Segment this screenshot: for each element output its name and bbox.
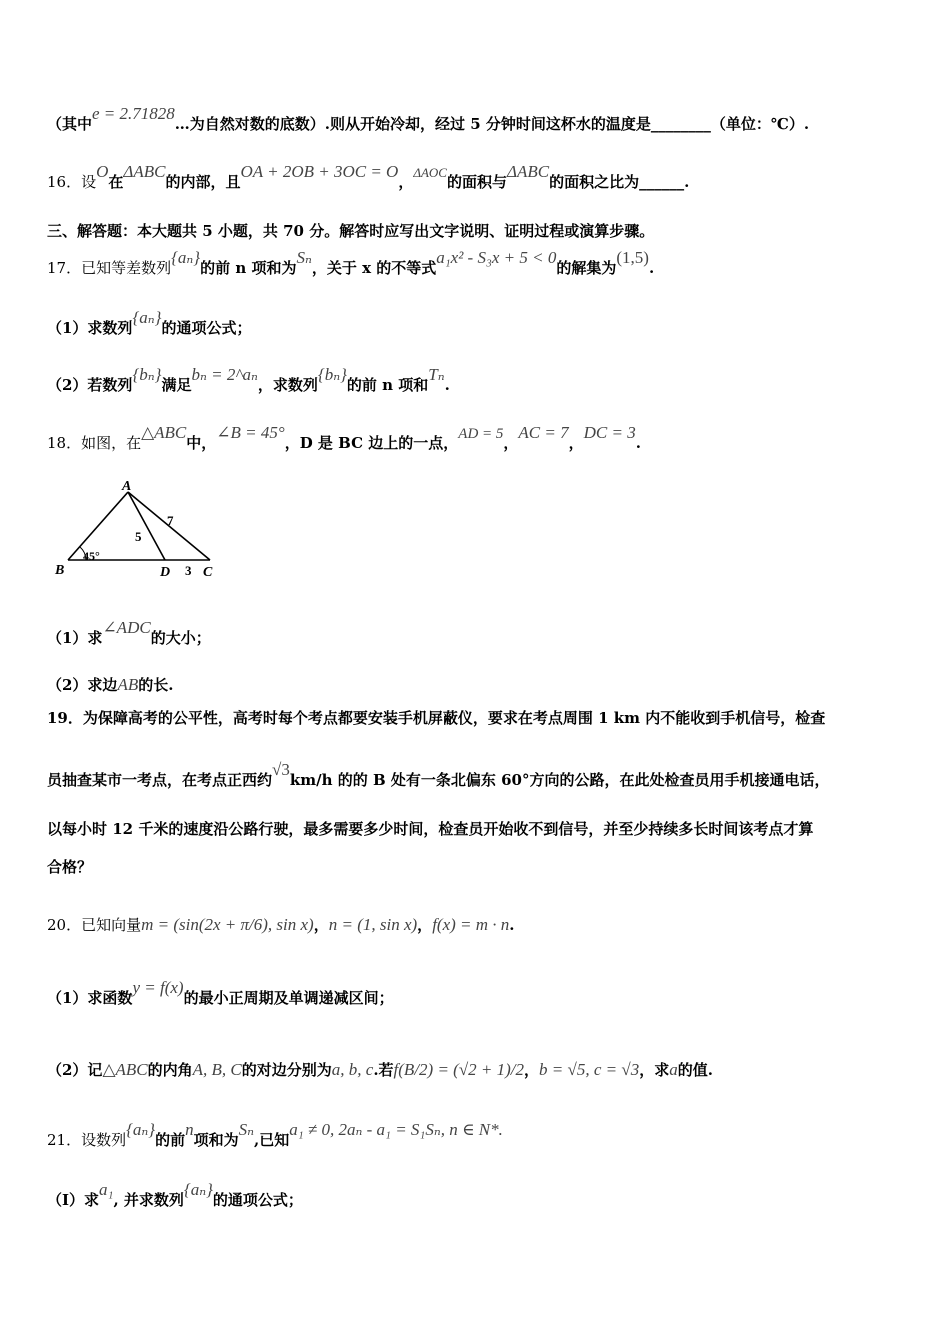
q20-p2-text-b: 的内角: [147, 1061, 193, 1079]
q16-triangle-abc: ΔABC: [123, 162, 166, 181]
q18-p1-angle: ∠ADC: [102, 618, 151, 637]
label-angle-45: 45°: [83, 549, 100, 563]
q15-answer-blank: ________: [650, 115, 711, 133]
q20-p2-comma: ，: [524, 1061, 540, 1079]
q17-p2-text-d: 的前 n 项和: [346, 376, 429, 394]
q20-number: 20．已知向量: [47, 916, 142, 934]
q21-p1-a1: a₁: [99, 1180, 114, 1199]
q17-p2-end: .: [444, 376, 450, 394]
q18-comma-1: ，: [503, 434, 519, 452]
section-3-heading: 三、解答题：本大题共 5 小题，共 70 分。解答时应写出文字说明、证明过程或演算步骤。: [47, 222, 655, 240]
q17-p1-text-a: （1）求数列: [47, 319, 133, 337]
q20-p2-text-c: 的对边分别为: [241, 1061, 332, 1079]
q21-condition: a₁ ≠ 0, 2aₙ - a₁ = S₁Sₙ, n ∈ N*.: [289, 1120, 503, 1139]
q19-line-3: 以每小时 12 千米的速度沿公路行驶，最多需要多少时间，检查员开始收不到信号，并至少持续多长时间该考点才算: [47, 820, 814, 838]
q20-p2-text-f: ，求: [639, 1061, 670, 1079]
q20-comma-1: ，: [313, 916, 329, 934]
q20-p2-sides: a, b, c: [331, 1060, 374, 1079]
q21-part1: [47, 1180, 910, 1210]
q20-p2-text-g: 的值.: [677, 1061, 713, 1079]
q18-p1-text-a: （1）求: [47, 629, 103, 647]
q18-ac-length: AC = 7: [518, 423, 569, 442]
q20-line: [47, 915, 910, 935]
q17-part1: [47, 308, 910, 338]
q16-text-1: 在: [108, 173, 124, 191]
q19-line2-b: km/h 的的 B 处有一条北偏东 60°方向的公路，在此处检查员用手机接通电话，: [289, 771, 830, 789]
q16-point-o: O: [96, 162, 109, 181]
q17-p1-text-b: 的通项公式；: [161, 319, 252, 337]
q19-line2-a: 员抽查某市一考点，在考点正西约: [47, 771, 273, 789]
q20-p1-function: y = f(x): [132, 978, 184, 997]
q21-text-3: ,已知: [254, 1131, 290, 1149]
q17-p1-sequence: {aₙ}: [132, 308, 162, 327]
q18-line: [47, 423, 910, 454]
q17-text-3: 的解集为: [556, 259, 617, 277]
q17-inequality: a₁x² - S₃x + 5 < 0: [436, 248, 557, 267]
q17-text-1: 的前 n 项和为: [200, 259, 297, 277]
q19-line-1: 19．为保障高考的公平性，高考时每个考点都要安装手机屏蔽仪，要求在考点周围 1 km 内不能收到手机信号，检查: [47, 709, 826, 727]
q17-end: .: [648, 259, 655, 277]
label-ac-7: 7: [167, 513, 174, 528]
q16-number: 16．设: [47, 173, 97, 191]
q21-line: [47, 1120, 910, 1150]
q16-triangle-aoc: ΔAOC: [413, 165, 447, 180]
q17-p2-sequence-bn-2: {bₙ}: [317, 365, 347, 384]
q20-p2-equation: f(B/2) = (√2 + 1)/2: [393, 1060, 525, 1079]
q17-p2-text-c: ，求数列: [257, 376, 318, 394]
label-a: A: [122, 479, 132, 494]
q18-text-2: ，D 是 BC 边上的一点，: [284, 434, 459, 452]
q20-p2-bc-values: b = √5, c = √3: [539, 1060, 640, 1079]
q15-prefix: （其中: [47, 115, 93, 133]
q20-p2-text-a: （2）记: [47, 1061, 103, 1079]
q21-p1-sequence: {aₙ}: [183, 1180, 213, 1199]
q18-p2-side-ab: AB: [117, 675, 139, 694]
label-c: C: [203, 565, 213, 580]
q20-part2: [47, 1060, 910, 1080]
q16-text-2: 的内部，且: [165, 173, 241, 191]
q21-text-1: 的前: [155, 1131, 186, 1149]
q17-sequence-an: {aₙ}: [171, 248, 201, 267]
q15-tail-line: [47, 104, 910, 134]
q20-function-f: f(x) = m · n: [432, 915, 510, 934]
label-b: B: [55, 563, 65, 578]
q20-p1-text-b: 的最小正周期及单调递减区间；: [183, 989, 394, 1007]
q21-number: 21．设数列: [47, 1131, 127, 1149]
q18-part2: [47, 675, 910, 695]
q21-p1-text-b: , 并求数列: [113, 1191, 184, 1209]
q16-text-3: ，: [398, 173, 414, 191]
label-dc-3: 3: [185, 563, 192, 578]
q20-vector-m: m = (sin(2x + π/6), sin x): [141, 915, 314, 934]
q17-p2-sequence-bn: {bₙ}: [132, 365, 162, 384]
q18-triangle: △ABC: [141, 423, 187, 442]
q17-p2-equation: bₙ = 2^aₙ: [191, 365, 258, 384]
q21-n: n: [185, 1120, 194, 1139]
q18-p2-text-a: （2）求边: [47, 676, 118, 694]
q18-part1: [47, 618, 910, 648]
q17-number: 17．已知等差数列: [47, 259, 172, 277]
q18-number: 18．如图，在: [47, 434, 142, 452]
q15-middle: …为自然对数的底数）.则从开始冷却，经过 5 分钟时间这杯水的温度是: [174, 115, 651, 133]
q18-dc-length: DC = 3: [583, 423, 636, 442]
q18-end: .: [635, 434, 641, 452]
q17-p2-text-b: 满足: [161, 376, 192, 394]
q19-line-2: [47, 760, 910, 790]
q21-p1-text-a: （Ⅰ）求: [47, 1191, 100, 1209]
q20-p2-triangle: △ABC: [102, 1060, 148, 1079]
q17-p2-text-a: （2）若数列: [47, 376, 133, 394]
label-d: D: [160, 565, 171, 580]
q17-text-2: ，关于 x 的不等式: [311, 259, 437, 277]
q17-p2-sum-tn: Tₙ: [428, 365, 445, 384]
q21-sequence-an: {aₙ}: [126, 1120, 156, 1139]
q16-text-5: 的面积之比为: [549, 173, 640, 191]
q18-text-1: 中，: [186, 434, 217, 452]
q20-part1: [47, 978, 910, 1008]
q18-p2-text-b: 的长.: [138, 676, 174, 694]
q17-solution-set: (1,5): [616, 248, 649, 267]
q18-p1-text-b: 的大小；: [150, 629, 211, 647]
triangle-figure: [50, 478, 230, 583]
q21-text-2: 项和为: [193, 1131, 239, 1149]
q16-text-4: 的面积与: [446, 173, 507, 191]
q21-sum-sn: Sₙ: [238, 1120, 255, 1139]
q20-p2-side-a: a: [669, 1060, 678, 1079]
q16-vector-equation: OA + 2OB + 3OC = O: [240, 162, 399, 181]
q18-comma-2: ，: [568, 434, 584, 452]
q19-line-4: 合格？: [47, 858, 93, 876]
q18-ad-length: AD = 5: [458, 426, 504, 442]
q18-angle-b: ∠B = 45°: [216, 423, 285, 442]
q20-p1-text-a: （1）求函数: [47, 989, 133, 1007]
q19-sqrt3: √3: [272, 760, 290, 779]
q17-line: [47, 248, 910, 278]
q17-sum-sn: Sₙ: [296, 248, 312, 267]
e-constant-math: e = 2.71828: [92, 104, 175, 123]
q16-answer-blank: ______.: [639, 173, 690, 191]
q16-line: [47, 162, 910, 193]
q20-p2-text-d: .若: [373, 1061, 394, 1079]
q21-p1-text-c: 的通项公式；: [212, 1191, 303, 1209]
q20-vector-n: n = (1, sin x): [328, 915, 418, 934]
q20-p2-angles: A, B, C: [192, 1060, 242, 1079]
q20-end: .: [509, 916, 515, 934]
segment-ad: [128, 492, 165, 560]
q17-part2: [47, 365, 910, 395]
label-ad-5: 5: [135, 529, 142, 544]
q20-comma-2: ，: [417, 916, 433, 934]
q16-triangle-abc-2: ΔABC: [507, 162, 550, 181]
q15-suffix: （单位：℃）.: [710, 115, 810, 133]
